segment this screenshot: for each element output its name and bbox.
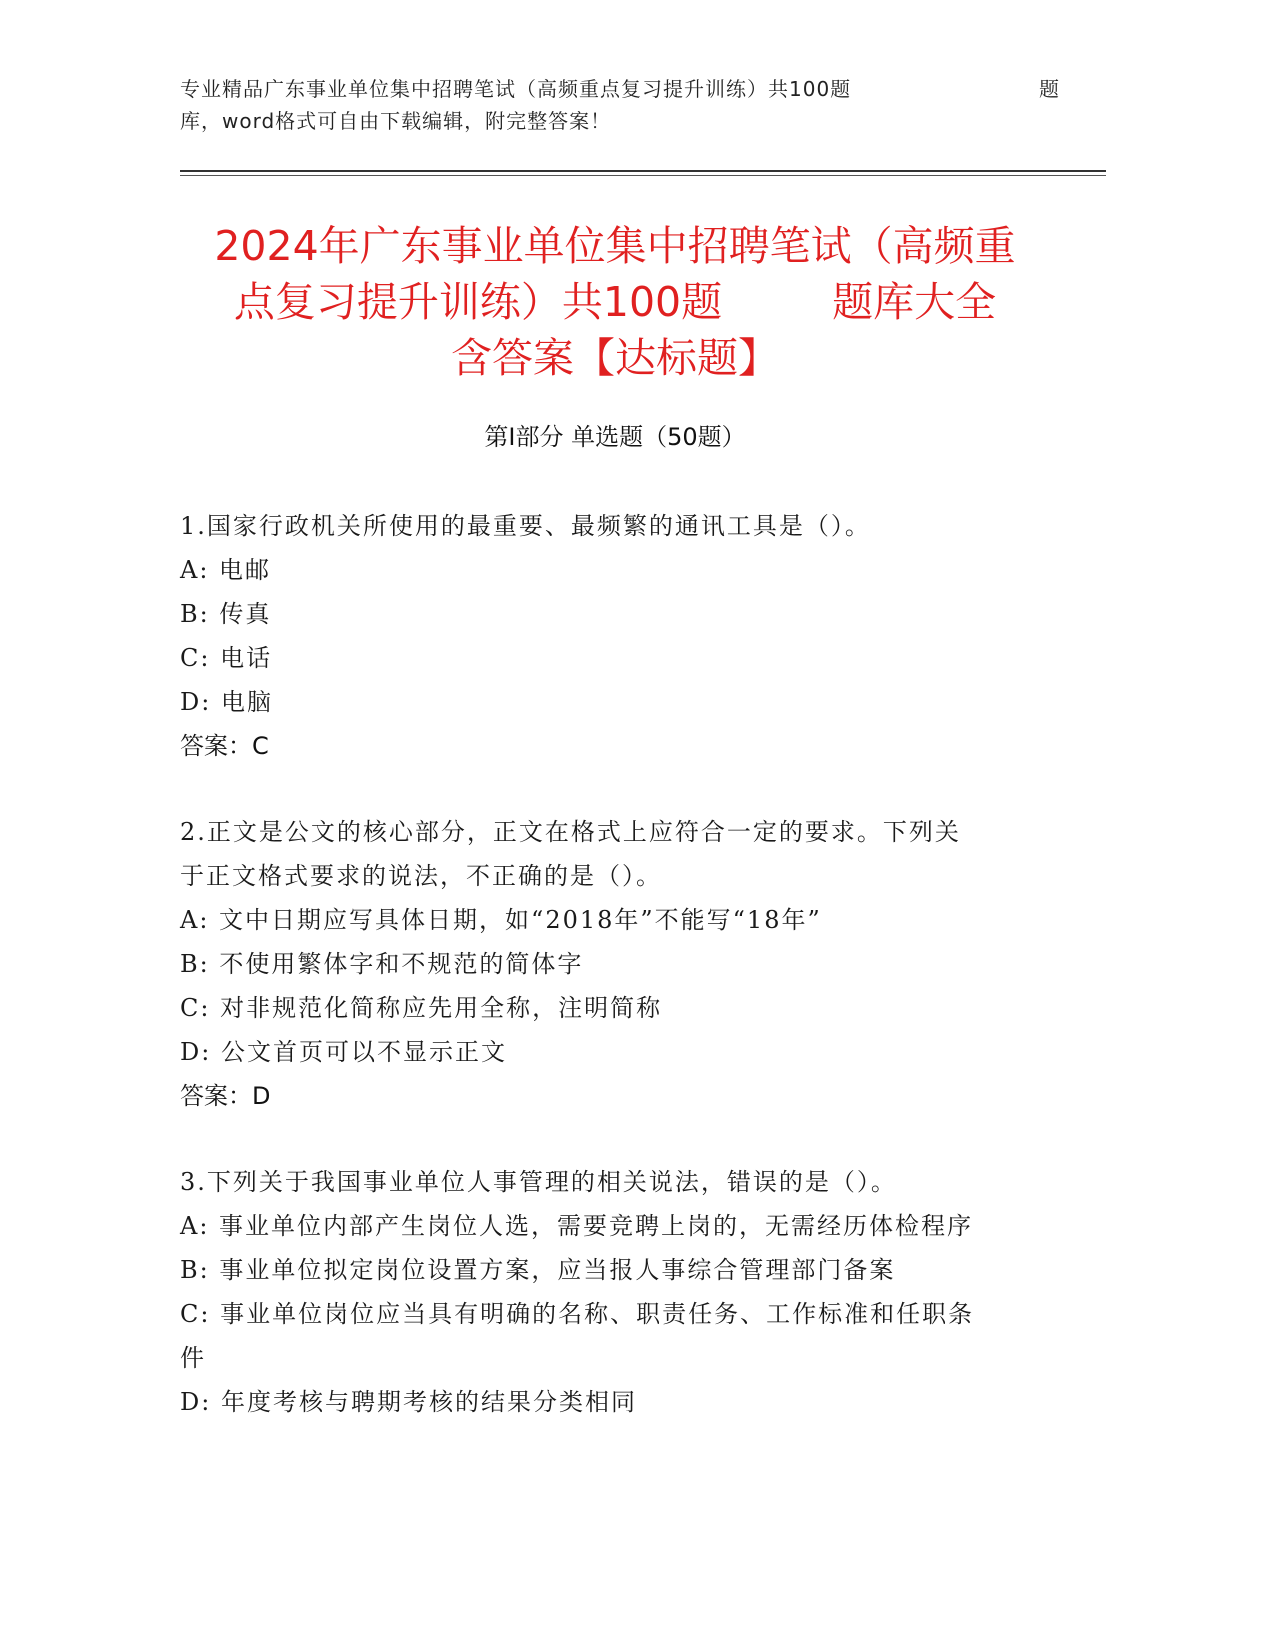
option-a: A: 事业单位内部产生岗位人选，需要竞聘上岗的，无需经历体检程序	[180, 1212, 974, 1240]
question-text-line-2: 于正文格式要求的说法，不正确的是（）。	[180, 862, 662, 890]
title-line-3: 含答案【达标题】	[451, 334, 779, 382]
question-text: 3.下列关于我国事业单位人事管理的相关说法，错误的是（）。	[180, 1168, 897, 1196]
question-list	[180, 504, 1040, 1466]
option-b: B: 事业单位拟定岗位设置方案，应当报人事综合管理部门备案	[180, 1256, 896, 1284]
header-line-2: 库，word格式可自由下载编辑，附完整答案！	[180, 109, 612, 133]
option-a: A: 文中日期应写具体日期，如“2018年”不能写“18年”	[180, 906, 822, 934]
option-d: D: 年度考核与聘期考核的结果分类相同	[180, 1388, 637, 1416]
title-line-2-left: 点复习提升训练）共100题	[233, 278, 723, 326]
title-line-1: 2024年广东事业单位集中招聘笔试（高频重	[214, 222, 1016, 270]
section-title: 第Ⅰ部分 单选题（50题）	[484, 423, 746, 451]
title-line-2-right: 题库大全	[832, 278, 997, 326]
answer: 答案：C	[180, 732, 269, 760]
question-text-line-1: 2.正文是公文的核心部分，正文在格式上应符合一定的要求。下列关	[180, 818, 961, 846]
option-d: D: 电脑	[180, 688, 273, 716]
option-c: C: 电话	[180, 644, 273, 672]
answer: 答案：D	[180, 1082, 271, 1110]
option-b: B: 不使用繁体字和不规范的简体字	[180, 950, 584, 978]
question-2	[180, 810, 1040, 1118]
option-d: D: 公文首页可以不显示正文	[180, 1038, 507, 1066]
option-c-continued: 件	[180, 1344, 206, 1372]
header-divider-thick	[180, 170, 1106, 172]
question-text: 1.国家行政机关所使用的最重要、最频繁的通讯工具是（）。	[180, 512, 871, 540]
header-text-1: 专业精品广东事业单位集中招聘笔试（高频重点复习提升训练）共100题	[180, 77, 852, 101]
page-header	[180, 73, 1060, 137]
header-text-1-right: 题	[1039, 77, 1060, 101]
option-a: A: 电邮	[180, 556, 272, 584]
header-line-1	[180, 73, 1060, 105]
question-1	[180, 504, 1040, 768]
header-divider-thin	[180, 175, 1106, 176]
option-c: C: 对非规范化简称应先用全称，注明简称	[180, 994, 663, 1022]
document-title	[180, 218, 1050, 386]
title-line-2	[180, 274, 1050, 330]
option-c: C: 事业单位岗位应当具有明确的名称、职责任务、工作标准和任职条	[180, 1300, 975, 1328]
question-3	[180, 1160, 1040, 1424]
option-b: B: 传真	[180, 600, 272, 628]
